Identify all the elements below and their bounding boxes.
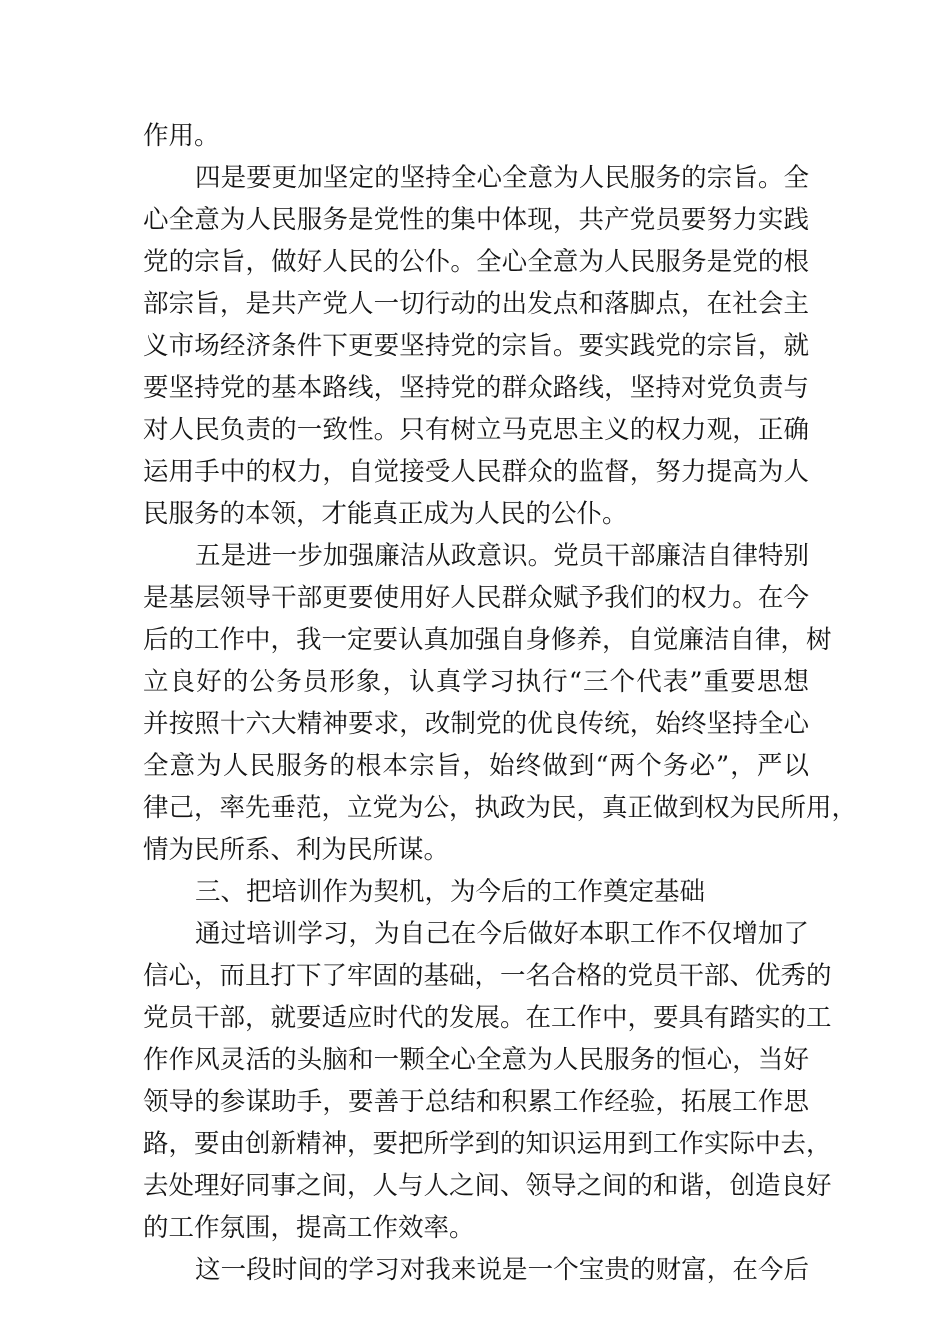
text-line: 义市场经济条件下更要坚持党的宗旨。要实践党的宗旨，就 [143,331,809,361]
text-line: 这一段时间的学习对我来说是一个宝贵的财富，在今后 [195,1255,809,1285]
text-line: 五是进一步加强廉洁从政意识。党员干部廉洁自律特别 [195,541,809,571]
text-line: 是基层领导干部更要使用好人民群众赋予我们的权力。在今 [143,583,809,613]
text-line: 民服务的本领，才能真正成为人民的公仆。 [143,499,628,529]
text-line: 去处理好同事之间，人与人之间、领导之间的和谐，创造良好 [143,1171,832,1201]
text-line: 全意为人民服务的根本宗旨，始终做到“两个务必”，严以 [143,751,809,781]
text-line: 四是要更加坚定的坚持全心全意为人民服务的宗旨。全 [195,163,809,193]
text-line: 后的工作中，我一定要认真加强自身修养，自觉廉洁自律，树 [143,625,832,655]
text-line: 作作风灵活的头脑和一颗全心全意为人民服务的恒心，当好 [143,1045,809,1075]
text-line: 领导的参谋助手，要善于总结和积累工作经验，拓展工作思 [143,1087,809,1117]
text-line: 运用手中的权力，自觉接受人民群众的监督，努力提高为人 [143,457,809,487]
text-line: 立良好的公务员形象，认真学习执行“三个代表”重要思想 [143,667,809,697]
text-line: 要坚持党的基本路线，坚持党的群众路线，坚持对党负责与 [143,373,809,403]
text-line: 对人民负责的一致性。只有树立马克思主义的权力观，正确 [143,415,809,445]
text-line: 部宗旨，是共产党人一切行动的出发点和落脚点，在社会主 [143,289,809,319]
text-line: 律己，率先垂范，立党为公，执政为民，真正做到权为民所用， [143,793,858,823]
text-line: 党的宗旨，做好人民的公仆。全心全意为人民服务是党的根 [143,247,809,277]
text-line: 党员干部，就要适应时代的发展。在工作中，要具有踏实的工 [143,1003,832,1033]
text-line: 路，要由创新精神，要把所学到的知识运用到工作实际中去， [143,1129,832,1159]
text-line: 的工作氛围，提高工作效率。 [143,1213,475,1243]
text-line: 情为民所系、利为民所谋。 [143,835,450,865]
text-line: 心全意为人民服务是党性的集中体现，共产党员要努力实践 [143,205,809,235]
text-line: 并按照十六大精神要求，改制党的优良传统，始终坚持全心 [143,709,809,739]
text-line: 信心，而且打下了牢固的基础，一名合格的党员干部、优秀的 [143,961,832,991]
text-line: 作用。 [143,121,220,151]
text-line: 三、把培训作为契机，为今后的工作奠定基础 [195,877,706,907]
text-line: 通过培训学习，为自己在今后做好本职工作不仅增加了 [195,919,809,949]
